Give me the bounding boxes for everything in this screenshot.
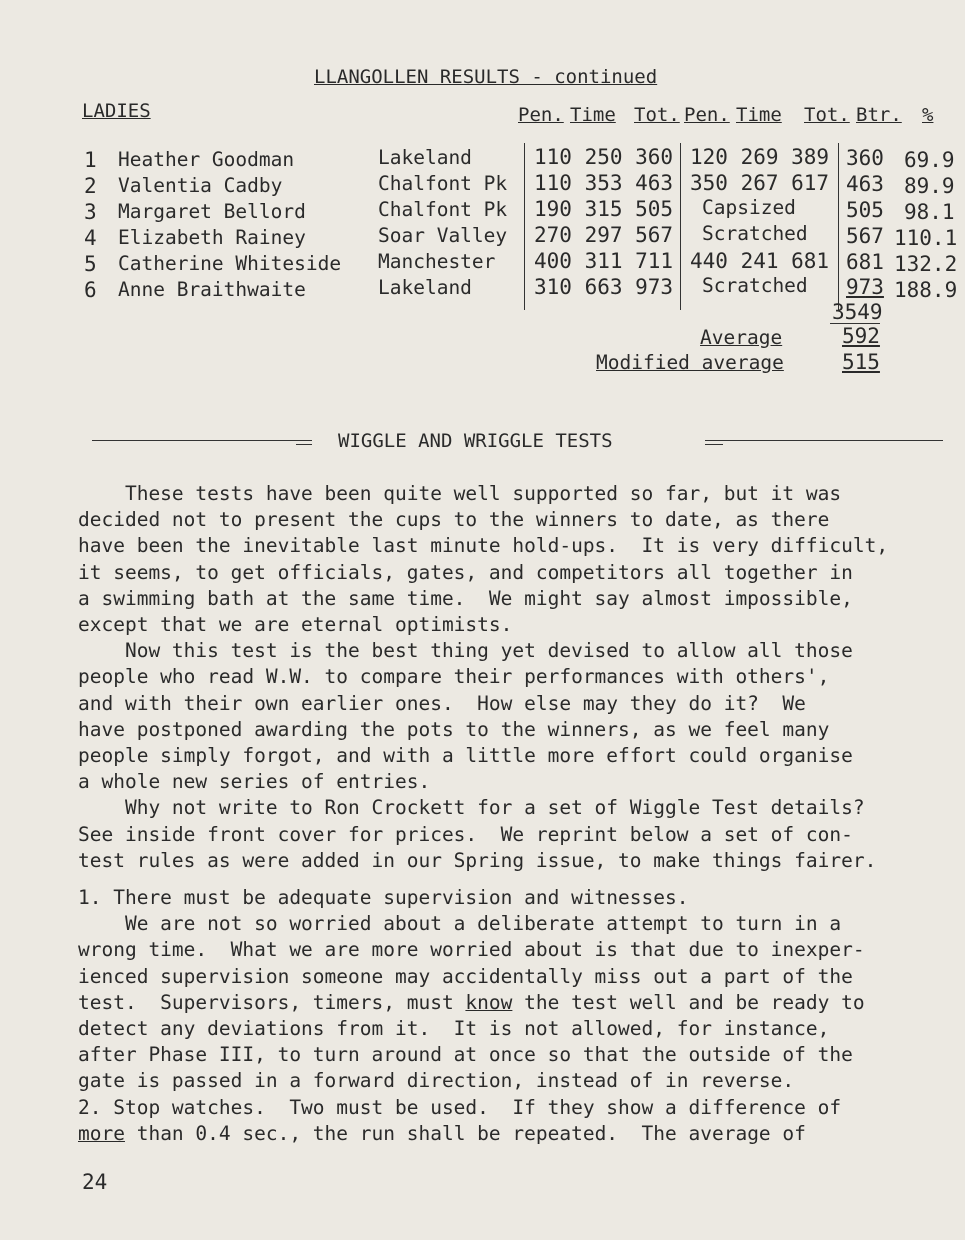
row-number: 1 bbox=[84, 148, 97, 172]
text-span: the test well and be ready to bbox=[512, 990, 865, 1014]
heading-rule-right bbox=[705, 440, 943, 441]
average-label: Average bbox=[700, 326, 783, 349]
competitor-name: Elizabeth Rainey bbox=[118, 226, 306, 249]
competitor-club: Chalfont Pk bbox=[378, 172, 508, 195]
rule-1-text: We are not so worried about a deliberate attempt to turn in a bbox=[78, 912, 842, 936]
article-body bbox=[78, 481, 958, 874]
rules-list bbox=[78, 885, 958, 1147]
table-divider bbox=[524, 143, 525, 310]
modified-average-value: 515 bbox=[842, 350, 880, 374]
competitor-club: Manchester bbox=[378, 250, 496, 273]
rule-1-text: detect any deviations from it. It is not allowed, for instance, bbox=[78, 1017, 830, 1041]
table-divider bbox=[680, 143, 681, 310]
header-tot-2: Tot. bbox=[804, 104, 850, 126]
competitor-name: Margaret Bellord bbox=[118, 200, 306, 223]
rule-2-text bbox=[78, 1121, 958, 1147]
percent-score: 69.9 bbox=[904, 148, 955, 172]
emphasis-more: more bbox=[78, 1121, 125, 1145]
page-number: 24 bbox=[82, 1170, 108, 1194]
better-score: 463 bbox=[846, 172, 884, 196]
heading-rule-left bbox=[92, 440, 312, 441]
better-score: 567 bbox=[846, 224, 884, 248]
modified-average-label: Modified average bbox=[596, 351, 784, 374]
header-tot-1: Tot. bbox=[634, 104, 680, 126]
competitor-name: Anne Braithwaite bbox=[118, 278, 306, 301]
competitor-club: Soar Valley bbox=[378, 224, 508, 247]
competitor-name: Valentia Cadby bbox=[118, 174, 283, 197]
header-time-1: Time bbox=[570, 104, 616, 126]
emphasis-know: know bbox=[465, 990, 513, 1014]
text-span: than 0.4 sec., the run shall be repeated. The average of bbox=[124, 1121, 806, 1145]
paragraph: Now this test is the best thing yet devised to allow all those people who read W.W. to compare their performances with others', and with their own earlier ones. How else may they do it? We have postponed awarding the pots to the winners, as we feel many people simply forgot, and with a little more effort could organise a whole new series of entries. bbox=[78, 639, 853, 794]
heading-rule-left-tick bbox=[296, 444, 312, 445]
run-2-scores: 440 241 681 bbox=[690, 249, 830, 273]
competitor-name: Catherine Whiteside bbox=[118, 252, 342, 275]
paragraph: Why not write to Ron Crockett for a set of Wiggle Test details? See inside front cover for prices. We reprint below a set of con- test rules as were added in our Spring issue, to make things fairer. bbox=[78, 796, 877, 872]
percent-score: 188.9 bbox=[894, 278, 958, 302]
rule-1-text: after Phase III, to turn around at once so that the outside of the bbox=[78, 1043, 853, 1067]
rule-1-text bbox=[78, 990, 958, 1016]
run-2-status: Capsized bbox=[702, 196, 796, 219]
competitor-club: Chalfont Pk bbox=[378, 198, 508, 221]
percent-score: 89.9 bbox=[904, 174, 955, 198]
run-2-scores: 120 269 389 bbox=[690, 145, 830, 169]
section-label-ladies: LADIES bbox=[82, 100, 151, 122]
text-span: test. Supervisors, timers, must bbox=[78, 990, 466, 1014]
percent-score: 110.1 bbox=[894, 226, 958, 250]
row-number: 6 bbox=[84, 278, 97, 302]
row-number: 4 bbox=[84, 226, 97, 250]
run-1-scores: 270 297 567 bbox=[534, 223, 674, 247]
header-pen-1: Pen. bbox=[518, 104, 564, 126]
better-score: 360 bbox=[846, 146, 884, 170]
paragraph: These tests have been quite well supported so far, but it was decided not to present the cups to the winners to date, as there have been the inevitable last minute hold-ups. It is very difficult, it seems, to get officials, gates, and competitors all together in a swimming bath at the same time. We might say almost impossible, except that we are eternal optimists. bbox=[78, 482, 889, 637]
run-1-scores: 400 311 711 bbox=[534, 249, 674, 273]
competitor-club: Lakeland bbox=[378, 146, 472, 169]
run-1-scores: 110 353 463 bbox=[534, 171, 674, 195]
better-score: 973 bbox=[846, 275, 884, 299]
rule-1-text: ienced supervision someone may accidentally miss out a part of the bbox=[78, 964, 853, 988]
percent-score: 98.1 bbox=[904, 200, 955, 224]
rule-1-text: gate is passed in a forward direction, instead of in reverse. bbox=[78, 1069, 795, 1093]
header-pen-2: Pen. bbox=[684, 104, 730, 126]
run-1-scores: 110 250 360 bbox=[534, 145, 674, 169]
header-percent: % bbox=[922, 104, 934, 126]
run-2-scores: 350 267 617 bbox=[690, 171, 830, 195]
row-number: 3 bbox=[84, 200, 97, 224]
total-better-score: 3549 bbox=[832, 300, 883, 324]
better-score: 505 bbox=[846, 198, 884, 222]
average-value: 592 bbox=[842, 324, 880, 348]
header-time-2: Time bbox=[736, 104, 782, 126]
run-2-status: Scratched bbox=[702, 222, 808, 245]
competitor-club: Lakeland bbox=[378, 276, 472, 299]
better-score: 681 bbox=[846, 250, 884, 274]
header-btr: Btr. bbox=[856, 104, 902, 126]
run-1-scores: 190 315 505 bbox=[534, 197, 674, 221]
table-divider bbox=[838, 143, 839, 310]
page-title: LLANGOLLEN RESULTS - continued bbox=[314, 66, 658, 88]
percent-score: 132.2 bbox=[894, 252, 958, 276]
run-2-status: Scratched bbox=[702, 274, 808, 297]
rule-1-text: wrong time. What we are more worried about is that due to inexper- bbox=[78, 938, 865, 962]
row-number: 2 bbox=[84, 174, 97, 198]
heading-rule-right-tick bbox=[705, 444, 723, 445]
rule-2-text: 2. Stop watches. Two must be used. If they show a difference of bbox=[78, 1095, 842, 1119]
run-1-scores: 310 663 973 bbox=[534, 275, 674, 299]
competitor-name: Heather Goodman bbox=[118, 148, 295, 171]
section-heading: WIGGLE AND WRIGGLE TESTS bbox=[338, 430, 613, 452]
rule-1-heading: 1. There must be adequate supervision and witnesses. bbox=[78, 886, 689, 909]
row-number: 5 bbox=[84, 252, 97, 276]
